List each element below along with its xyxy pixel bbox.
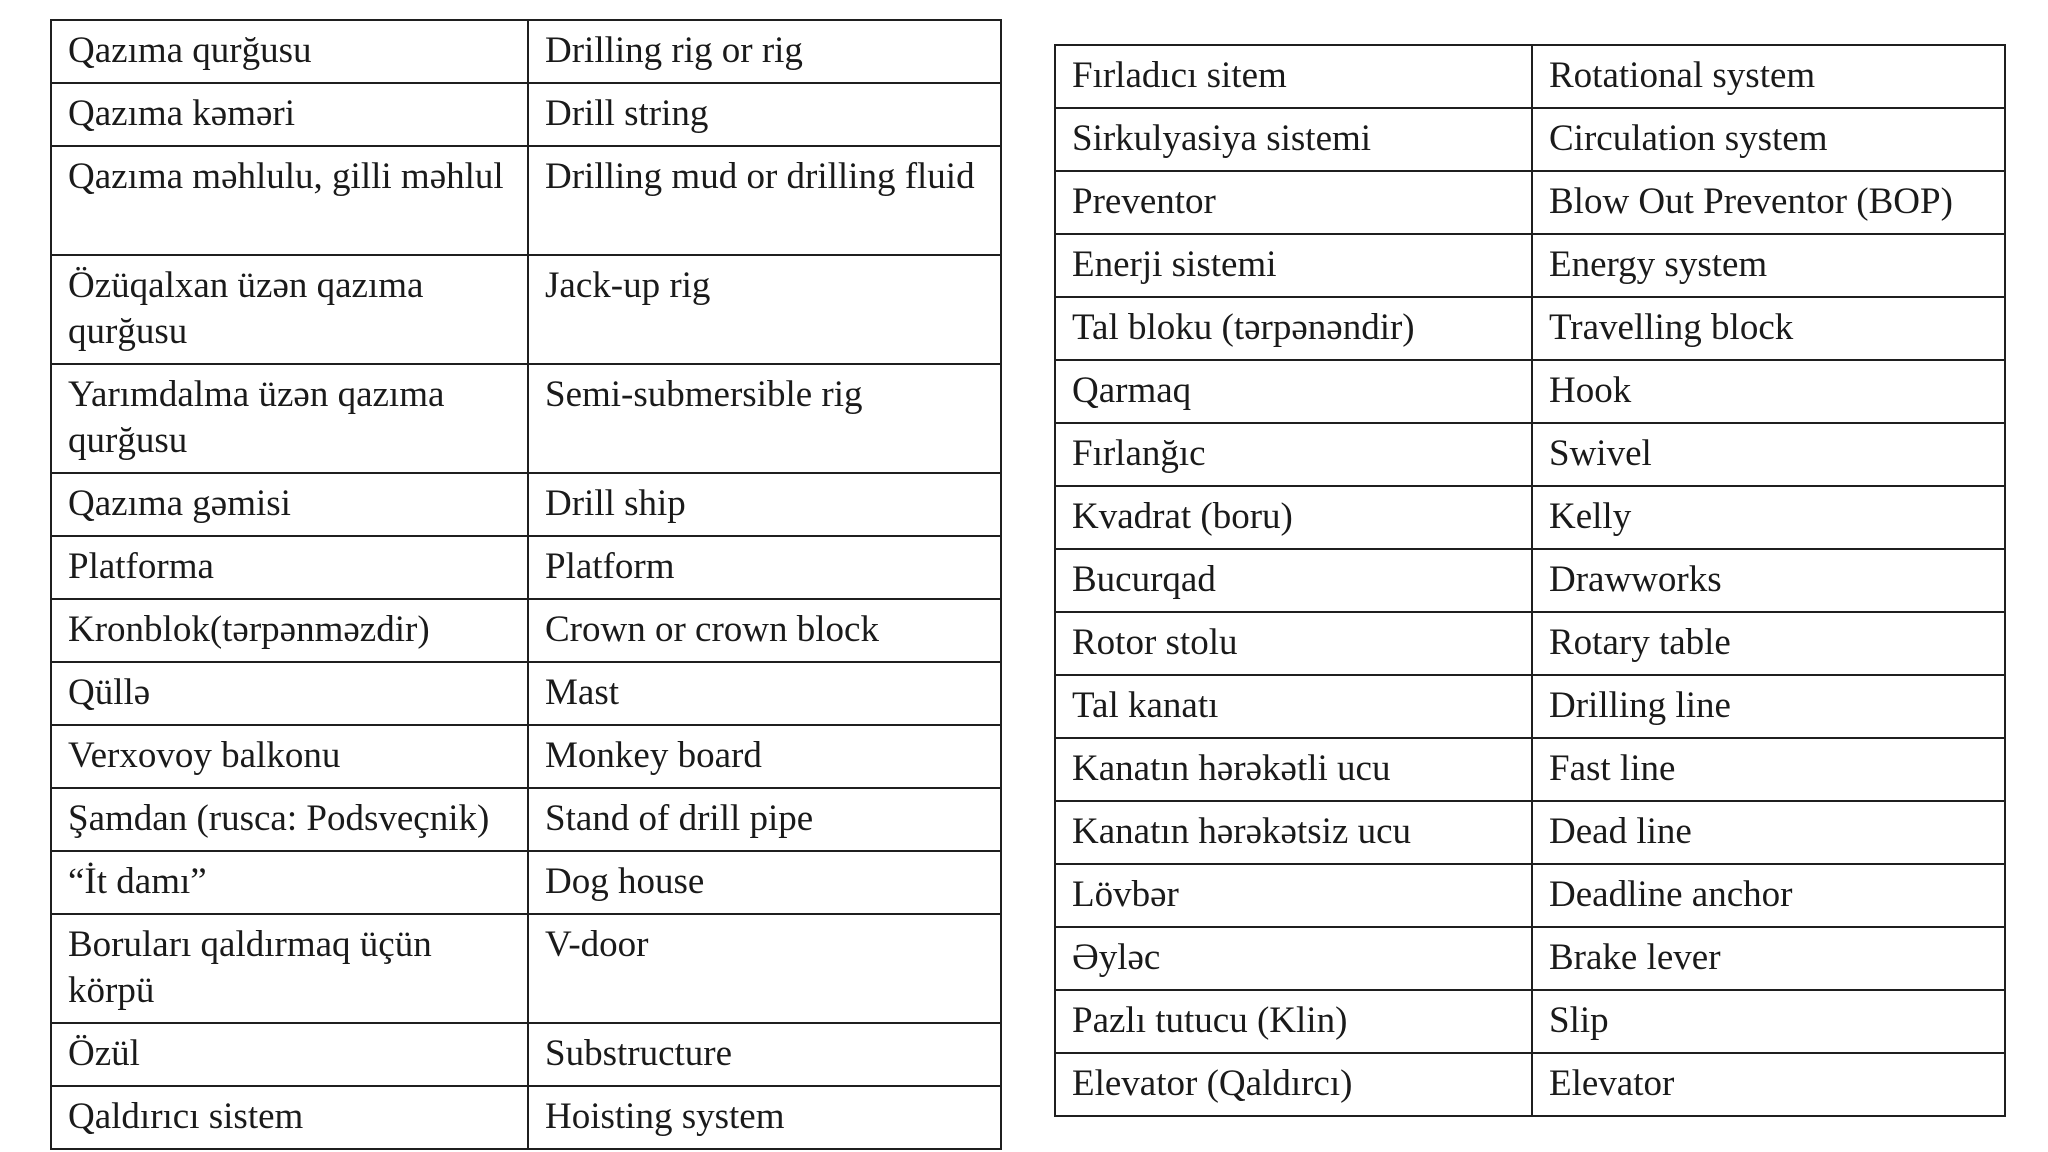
english-term: Brake lever — [1532, 927, 2005, 990]
azerbaijani-term: Pazlı tutucu (Klin) — [1055, 990, 1532, 1053]
table-row — [1055, 171, 2005, 234]
azerbaijani-term: Fırladıcı sitem — [1055, 45, 1532, 108]
english-term: Drawworks — [1532, 549, 2005, 612]
azerbaijani-term: Tal kanatı — [1055, 675, 1532, 738]
table-row — [1055, 738, 2005, 801]
english-term: Fast line — [1532, 738, 2005, 801]
english-term: Energy system — [1532, 234, 2005, 297]
azerbaijani-term: Əyləc — [1055, 927, 1532, 990]
english-term: Platform — [528, 536, 1001, 599]
azerbaijani-term: Qazıma məhlulu, gilli məhlul — [51, 146, 528, 255]
azerbaijani-term: Elevator (Qaldırcı) — [1055, 1053, 1532, 1116]
english-term: Dead line — [1532, 801, 2005, 864]
azerbaijani-term: Platforma — [51, 536, 528, 599]
azerbaijani-term: Boruları qaldırmaq üçün körpü — [51, 914, 528, 1023]
english-term: Blow Out Preventor (BOP) — [1532, 171, 2005, 234]
english-term: Elevator — [1532, 1053, 2005, 1116]
azerbaijani-term: Şamdan (rusca: Podsveçnik) — [51, 788, 528, 851]
english-term: V-door — [528, 914, 1001, 1023]
table-row — [51, 1023, 1001, 1086]
azerbaijani-term: Qarmaq — [1055, 360, 1532, 423]
azerbaijani-term: Kanatın hərəkətsiz ucu — [1055, 801, 1532, 864]
table-row — [1055, 108, 2005, 171]
azerbaijani-term: Lövbər — [1055, 864, 1532, 927]
azerbaijani-term: Fırlanğıc — [1055, 423, 1532, 486]
english-term: Drilling mud or drilling fluid — [528, 146, 1001, 255]
left-glossary-table — [50, 19, 1002, 1150]
english-term: Swivel — [1532, 423, 2005, 486]
english-term: Rotary table — [1532, 612, 2005, 675]
table-row — [1055, 1053, 2005, 1116]
right-glossary-table — [1054, 44, 2006, 1117]
table-row — [1055, 423, 2005, 486]
english-term: Drill string — [528, 83, 1001, 146]
table-row — [1055, 612, 2005, 675]
azerbaijani-term: Enerji sistemi — [1055, 234, 1532, 297]
english-term: Substructure — [528, 1023, 1001, 1086]
english-term: Travelling block — [1532, 297, 2005, 360]
azerbaijani-term: Preventor — [1055, 171, 1532, 234]
english-term: Drill ship — [528, 473, 1001, 536]
table-row — [1055, 549, 2005, 612]
table-row — [51, 83, 1001, 146]
english-term: Monkey board — [528, 725, 1001, 788]
english-term: Dog house — [528, 851, 1001, 914]
english-term: Hook — [1532, 360, 2005, 423]
english-term: Slip — [1532, 990, 2005, 1053]
table-row — [51, 851, 1001, 914]
azerbaijani-term: Sirkulyasiya sistemi — [1055, 108, 1532, 171]
azerbaijani-term: Qaldırıcı sistem — [51, 1086, 528, 1149]
table-row — [51, 788, 1001, 851]
azerbaijani-term: Verxovoy balkonu — [51, 725, 528, 788]
azerbaijani-term: Özül — [51, 1023, 528, 1086]
english-term: Jack-up rig — [528, 255, 1001, 364]
english-term: Circulation system — [1532, 108, 2005, 171]
english-term: Rotational system — [1532, 45, 2005, 108]
table-row — [51, 599, 1001, 662]
table-row — [51, 1086, 1001, 1149]
table-row — [1055, 801, 2005, 864]
table-row — [51, 364, 1001, 473]
azerbaijani-term: Qazıma qurğusu — [51, 20, 528, 83]
english-term: Hoisting system — [528, 1086, 1001, 1149]
azerbaijani-term: Kronblok(tərpənməzdir) — [51, 599, 528, 662]
azerbaijani-term: “İt damı” — [51, 851, 528, 914]
english-term: Crown or crown block — [528, 599, 1001, 662]
azerbaijani-term: Qazıma kəməri — [51, 83, 528, 146]
table-row — [1055, 864, 2005, 927]
table-row — [1055, 297, 2005, 360]
english-term: Deadline anchor — [1532, 864, 2005, 927]
english-term: Drilling line — [1532, 675, 2005, 738]
table-row — [51, 725, 1001, 788]
table-row — [51, 473, 1001, 536]
english-term: Mast — [528, 662, 1001, 725]
english-term: Drilling rig or rig — [528, 20, 1001, 83]
table-row — [51, 662, 1001, 725]
table-row — [51, 536, 1001, 599]
azerbaijani-term: Yarımdalma üzən qazıma qurğusu — [51, 364, 528, 473]
english-term: Semi-submersible rig — [528, 364, 1001, 473]
table-row — [1055, 675, 2005, 738]
azerbaijani-term: Özüqalxan üzən qazıma qurğusu — [51, 255, 528, 364]
azerbaijani-term: Kanatın hərəkətli ucu — [1055, 738, 1532, 801]
table-row — [51, 20, 1001, 83]
azerbaijani-term: Kvadrat (boru) — [1055, 486, 1532, 549]
table-row — [51, 255, 1001, 364]
table-row — [1055, 990, 2005, 1053]
table-row — [1055, 486, 2005, 549]
azerbaijani-term: Tal bloku (tərpənəndir) — [1055, 297, 1532, 360]
azerbaijani-term: Qazıma gəmisi — [51, 473, 528, 536]
english-term: Kelly — [1532, 486, 2005, 549]
azerbaijani-term: Bucurqad — [1055, 549, 1532, 612]
azerbaijani-term: Qüllə — [51, 662, 528, 725]
table-row — [1055, 234, 2005, 297]
table-row — [51, 914, 1001, 1023]
table-row — [1055, 927, 2005, 990]
table-row — [1055, 45, 2005, 108]
table-row — [1055, 360, 2005, 423]
table-row — [51, 146, 1001, 255]
english-term: Stand of drill pipe — [528, 788, 1001, 851]
azerbaijani-term: Rotor stolu — [1055, 612, 1532, 675]
